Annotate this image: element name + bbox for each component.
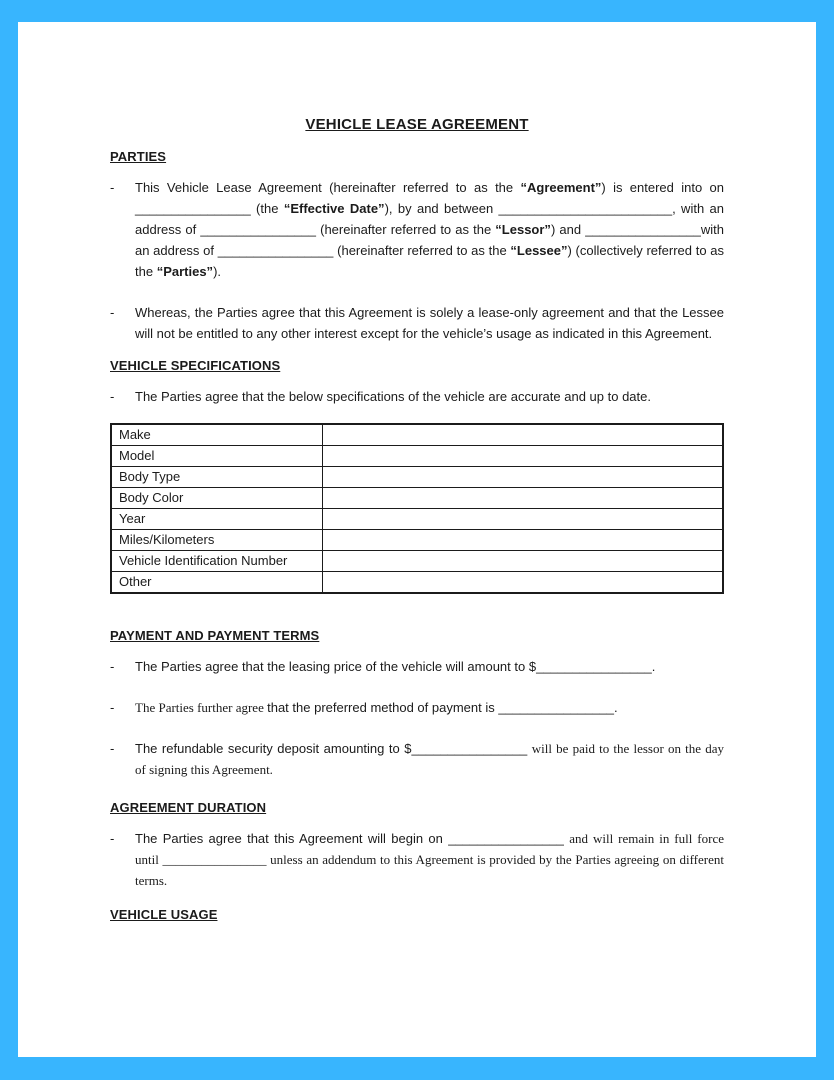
bullet-paragraph (135, 828, 724, 891)
section-parties (110, 149, 724, 344)
spec-label-cell: Other (111, 572, 323, 594)
text-run: “Lessor” (495, 222, 551, 237)
text-run: The Parties agree that the below specifications of the vehicle are accurate and up to date. (135, 389, 651, 404)
section-heading-vehicle-specifications: VEHICLE SPECIFICATIONS (110, 358, 281, 373)
table-row (111, 446, 723, 467)
blank-field: ________________ (536, 659, 652, 674)
spec-label-cell: Body Color (111, 488, 323, 509)
text-run: and will remain in full force until (135, 831, 725, 867)
text-run: . (651, 659, 656, 674)
spec-label-cell: Vehicle Identification Number (111, 551, 323, 572)
bullet-item (110, 302, 724, 344)
bullet-paragraph (135, 738, 724, 780)
bullet-paragraph (135, 177, 724, 282)
bullet-dash: - (110, 741, 115, 756)
bullet-dash: - (110, 305, 115, 320)
section-vehicle-specifications (110, 358, 724, 594)
text-run: The refundable security deposit amounting to $ (135, 741, 412, 756)
text-run: The Parties further agree (135, 700, 268, 715)
table-row (111, 572, 723, 594)
text-run: The Parties agree that this Agreement will begin on (135, 831, 449, 846)
text-run: This Vehicle Lease Agreement (hereinafter referred to as the (135, 180, 521, 195)
bullet-paragraph (135, 386, 724, 407)
spec-value-cell (323, 467, 723, 488)
blank-field: ________________ (498, 700, 615, 715)
bullet-item (110, 656, 724, 677)
blank-field: ________________ (411, 741, 528, 756)
text-run: (hereinafter referred to as the (316, 222, 496, 237)
blank-field: ________________ (162, 852, 267, 867)
bullet-dash: - (110, 831, 115, 846)
blank-field: ________________________ (498, 201, 673, 216)
text-run: ) (collectively referred to as the (135, 243, 724, 279)
text-run: . (614, 700, 618, 715)
spec-label-cell: Miles/Kilometers (111, 530, 323, 551)
table-row (111, 424, 723, 446)
blank-field: ________________ (200, 222, 316, 237)
bullet-dash: - (110, 700, 115, 715)
text-run: (hereinafter referred to as the (333, 243, 511, 258)
spec-label-cell: Make (111, 424, 323, 446)
bullet-item (110, 177, 724, 282)
table-row (111, 467, 723, 488)
bullet-paragraph (135, 697, 724, 718)
spec-value-cell (323, 551, 723, 572)
bullet-paragraph (135, 302, 724, 344)
section-vehicle-usage (110, 907, 724, 922)
table-row (111, 488, 723, 509)
bullet-item (110, 828, 724, 891)
text-run: unless an addendum to this Agreement is provided by the Parties agreeing on different terms. (135, 852, 724, 888)
text-run: (the (250, 201, 284, 216)
text-run: with an address of (135, 222, 724, 258)
section-heading-agreement-duration: AGREEMENT DURATION (110, 800, 267, 815)
text-run: Whereas, the Parties agree that this Agreement is solely a lease-only agreement and that the Lessee will not be entitled to any other interest except for the vehicle’s usage as indicated in this Agreement. (135, 305, 724, 341)
text-run: that the preferred method of payment is (267, 700, 499, 715)
table-row (111, 509, 723, 530)
document-sections (110, 149, 724, 922)
text-run: will be paid to the lessor on the day of signing this Agreement. (135, 741, 724, 777)
bullet-dash: - (110, 389, 115, 404)
blank-field: ________________ (217, 243, 334, 258)
bullet-paragraph (135, 656, 724, 677)
bullet-item (110, 738, 724, 780)
document-title: VEHICLE LEASE AGREEMENT (305, 116, 529, 133)
section-heading-parties: PARTIES (110, 149, 167, 164)
spec-value-cell (323, 488, 723, 509)
section-heading-vehicle-usage: VEHICLE USAGE (110, 907, 218, 922)
text-run: ), by and between (384, 201, 499, 216)
spec-value-cell (323, 446, 723, 467)
bullet-dash: - (110, 659, 115, 674)
bullet-item (110, 386, 724, 407)
spec-value-cell (323, 572, 723, 594)
spec-label-cell: Body Type (111, 467, 323, 488)
text-run: ). (213, 264, 222, 279)
section-heading-payment-and-payment-terms: PAYMENT AND PAYMENT TERMS (110, 628, 320, 643)
vehicle-specifications-table (110, 423, 724, 594)
document-page (18, 22, 816, 1057)
text-run: The Parties agree that the leasing price of the vehicle will amount to $ (135, 659, 537, 674)
bullet-item (110, 697, 724, 718)
text-run: , with an address of (135, 201, 724, 237)
text-run: ) is entered into on (601, 180, 724, 195)
spec-label-cell: Year (111, 509, 323, 530)
text-run: “Lessee” (510, 243, 568, 258)
spec-value-cell (323, 509, 723, 530)
text-run: “Agreement” (520, 180, 602, 195)
blank-field: ________________ (585, 222, 701, 237)
blank-field: ________________ (135, 201, 251, 216)
spec-label-cell: Model (111, 446, 323, 467)
bullet-dash: - (110, 180, 115, 195)
text-run: ) and (550, 222, 586, 237)
table-row (111, 530, 723, 551)
spec-value-cell (323, 530, 723, 551)
section-payment-and-payment-terms (110, 628, 724, 780)
section-agreement-duration (110, 800, 724, 891)
blank-field: ________________ (448, 831, 564, 846)
text-run: “Parties” (156, 264, 214, 279)
spec-value-cell (323, 424, 723, 446)
text-run: “Effective Date” (283, 201, 385, 216)
table-row (111, 551, 723, 572)
